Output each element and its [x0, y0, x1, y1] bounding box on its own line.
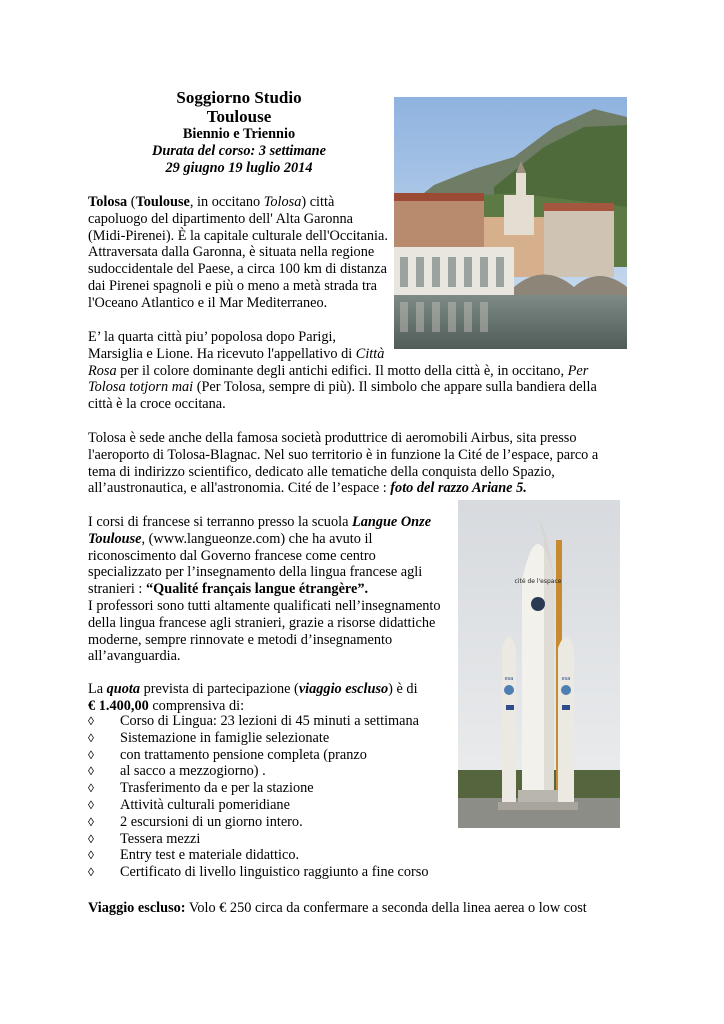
quality-label: “Qualité français langue étrangère”.	[145, 581, 369, 598]
bullet-icon: ◊	[88, 764, 94, 779]
text-line: riconoscimento dal Governo francese come centro	[88, 547, 376, 564]
bullet-icon: ◊	[88, 714, 94, 728]
list-item-text: Entry test e materiale didattico.	[120, 847, 300, 864]
text-span: Per	[567, 362, 589, 379]
text-line: I professori sono tutti altamente qualificati nell’insegnamento	[88, 597, 441, 614]
bullet-icon: ◊	[88, 730, 94, 745]
text-line: della lingua francese agli stranieri, grazie a risorse didattiche	[88, 614, 436, 631]
list-item	[88, 747, 429, 764]
list-item-text: Attività culturali pomeridiane	[120, 796, 290, 813]
text-span: ) è di	[388, 681, 418, 697]
bullet-icon: ◊	[88, 848, 94, 863]
title-line-2: Toulouse	[206, 107, 272, 126]
city-motto: Tolosa totjorn mai	[88, 379, 194, 396]
text-span: Città	[355, 345, 385, 362]
list-item	[88, 713, 429, 730]
text-span: per il colore dominante degli antichi edifici. Il motto della città è, in occitano,	[116, 362, 568, 379]
bullet-icon: ◊	[88, 814, 94, 829]
bullet-icon: ◊	[88, 747, 94, 762]
rocket-agency-label-right: esa	[561, 676, 571, 682]
text-line: (Midi-Pirenei). È la capitale culturale dell'Occitania.	[88, 227, 388, 244]
text-span: viaggio escluso	[298, 681, 389, 697]
text-line: all’avanguardia.	[88, 648, 181, 665]
bullet-icon: ◊	[88, 781, 94, 796]
text-span: ) città	[301, 194, 335, 210]
list-item	[88, 814, 429, 831]
text-span: , (www.langueonze.com) che ha avuto il	[141, 530, 373, 547]
city-paragraph	[88, 329, 648, 413]
text-line: Tolosa è sede anche della famosa società produttrice di aeromobili Airbus, sita presso	[88, 430, 577, 446]
list-item	[88, 847, 429, 864]
course-dates: 29 giugno 19 luglio 2014	[165, 159, 313, 176]
text-line: tema di indirizzo scientifico, dedicato alle tematiche della conquista dello Spazio,	[88, 463, 555, 480]
list-item-text: Sistemazione in famiglie selezionate	[120, 729, 330, 746]
price: € 1.400,00	[88, 697, 149, 714]
school-name-city: Toulouse	[88, 530, 142, 547]
text-span: (Per Tolosa, sempre di più). Il simbolo che appare sulla bandiera della	[193, 379, 597, 396]
bullet-icon: ◊	[88, 797, 94, 812]
text-span: Rosa	[88, 362, 117, 379]
text-line: moderne, sempre rinnovate e metodi d’insegnamento	[88, 631, 393, 648]
list-item-text: Certificato di livello linguistico raggiunto a fine corso	[120, 864, 429, 881]
intro-paragraph	[88, 194, 388, 312]
text-span: comprensiva di:	[148, 697, 245, 714]
city-name: Tolosa	[88, 194, 128, 210]
text-line: E’ la quarta città piu’ popolosa dopo Parigi,	[88, 329, 337, 345]
text-line: Attraversata dalla Garonna, è situata nella regione	[88, 244, 375, 261]
list-item	[88, 797, 429, 814]
text-span: (	[127, 194, 136, 210]
ariane-5-rocket-photo	[458, 500, 620, 828]
bullet-icon: ◊	[88, 831, 94, 846]
list-item-text: Trasferimento da e per la stazione	[120, 780, 314, 797]
toulouse-photo	[394, 97, 627, 349]
list-item-text: Corso di Lingua: 23 lezioni di 45 minuti a settimana	[120, 713, 419, 729]
subtitle: Biennio e Triennio	[182, 126, 296, 142]
list-item-text: Tessera mezzi	[120, 830, 201, 847]
text-span: La	[88, 681, 107, 697]
text-span: stranieri :	[88, 581, 146, 598]
list-item	[88, 831, 429, 848]
text-line: sudoccidentale del Paese, a circa 100 km di distanza	[88, 261, 387, 278]
text-span: , in occitano	[189, 194, 264, 210]
text-span: quota	[106, 681, 141, 697]
city-name-occitan: Tolosa	[263, 194, 302, 210]
list-item-text: al sacco a mezzogiorno) .	[120, 763, 266, 780]
text-span: Marsiglia e Lione. Ha ricevuto l'appellativo di	[88, 345, 356, 362]
text-span: all’austronautica, e all'astronomia. Cité de l’espace :	[88, 480, 391, 497]
course-duration: Durata del corso: 3 settimane	[152, 142, 326, 159]
travel-note	[88, 900, 648, 917]
travel-label: Viaggio escluso:	[88, 900, 186, 916]
list-item	[88, 780, 429, 797]
school-paragraph	[88, 514, 460, 665]
rocket-name-label: cité de l'espace	[514, 578, 562, 585]
rocket-agency-label-left: esa	[504, 676, 514, 682]
list-item-text: con trattamento pensione completa (pranzo	[120, 746, 367, 763]
included-items-list	[88, 713, 429, 881]
text-line: l'Oceano Atlantico e il Mar Mediterraneo.	[88, 294, 328, 311]
photo-caption: foto del razzo Ariane 5.	[390, 480, 527, 497]
list-item-text: 2 escursioni di un giorno intero.	[120, 813, 303, 830]
list-item	[88, 864, 429, 881]
school-name: Langue Onze	[352, 514, 432, 530]
quota-paragraph	[88, 681, 460, 715]
text-line: capoluogo del dipartimento dell' Alta Garonna	[88, 210, 354, 227]
city-name-french: Toulouse	[135, 194, 190, 210]
text-line: dai Pirenei spagnoli e più o meno a metà strada tra	[88, 277, 378, 294]
travel-text: Volo € 250 circa da confermare a seconda della linea aerea o low cost	[185, 900, 587, 916]
text-line: l'aeroporto di Tolosa-Blagnac. Nel suo territorio è in funzione la Cité de l’espace, parco a	[88, 446, 599, 463]
document-header	[88, 88, 390, 176]
title-line-1: Soggiorno Studio	[176, 88, 302, 107]
airbus-paragraph	[88, 430, 648, 497]
list-item	[88, 730, 429, 747]
text-line: città è la croce occitana.	[88, 396, 226, 413]
list-item	[88, 763, 429, 780]
bullet-icon: ◊	[88, 865, 94, 880]
text-span: prevista di partecipazione (	[140, 681, 299, 697]
text-span: I corsi di francese si terranno presso la scuola	[88, 514, 352, 530]
text-line: specializzato per l’insegnamento della lingua francese agli	[88, 564, 423, 581]
